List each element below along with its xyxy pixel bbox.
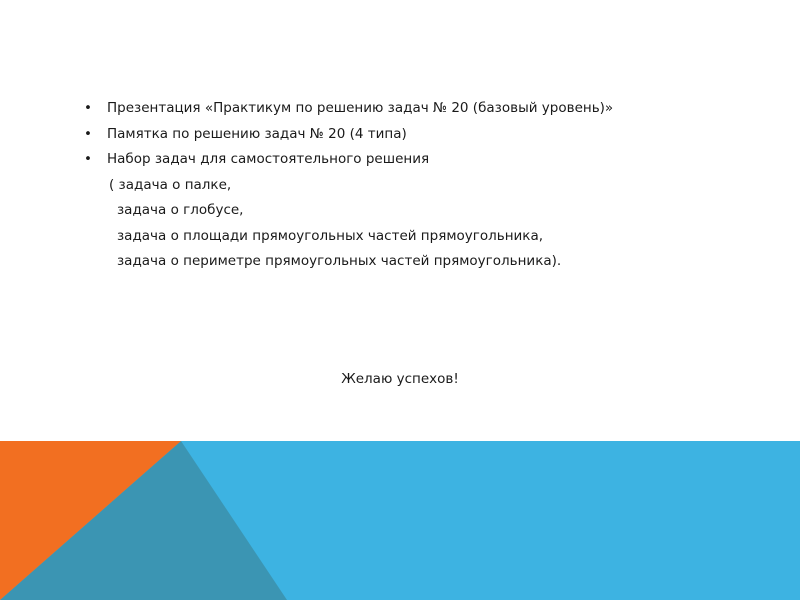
bullet-marker: • xyxy=(84,125,92,142)
task-line-stick: ( задача о палке, xyxy=(109,176,232,193)
task-line-area: задача о площади прямоугольных частей прямоугольника, xyxy=(117,227,544,244)
task-line-globe: задача о глобусе, xyxy=(117,202,244,218)
bullet-text: Презентация «Практикум по решению задач № 20 (базовый уровень)» xyxy=(107,100,614,116)
closing-text: Желаю успехов! xyxy=(341,371,459,387)
task-line-perimeter: задача о периметре прямоугольных частей прямоугольника). xyxy=(117,253,562,269)
bullet-marker: • xyxy=(84,151,92,167)
bullet-marker: • xyxy=(84,100,92,116)
bullet-text: Памятка по решению задач № 20 (4 типа) xyxy=(107,125,407,142)
bullet-text: Набор задач для самостоятельного решения xyxy=(107,151,430,167)
